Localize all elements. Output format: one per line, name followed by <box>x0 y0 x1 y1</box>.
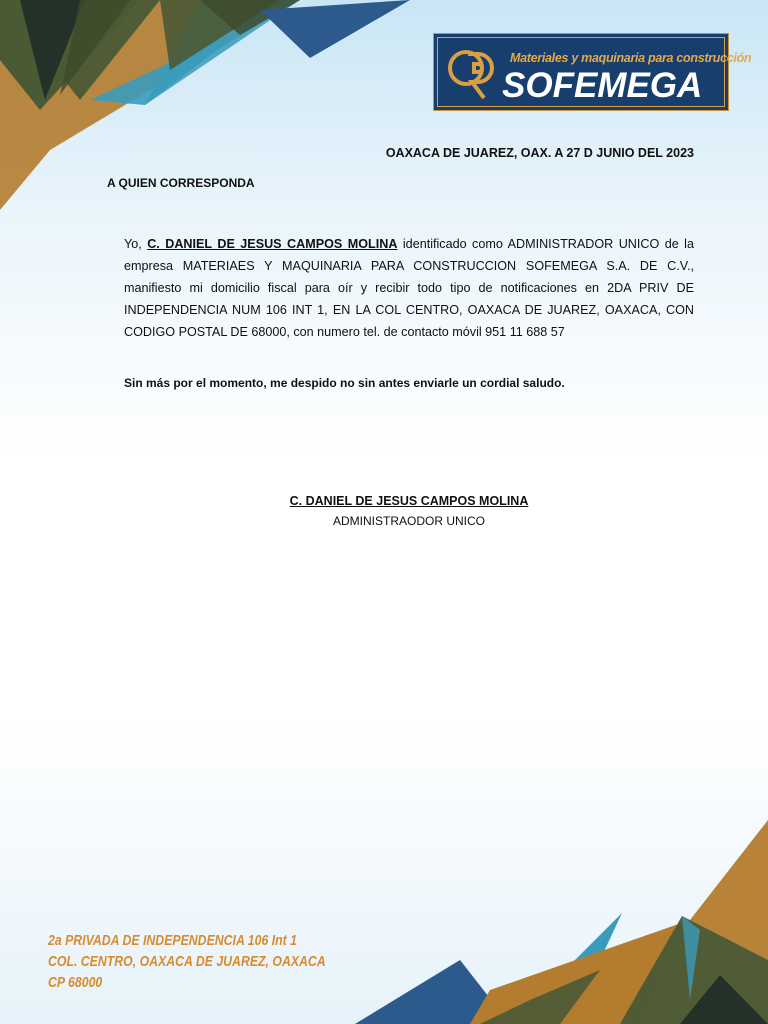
logo-mark-icon <box>444 42 504 104</box>
signature-name: C. DANIEL DE JESUS CAMPOS MOLINA <box>289 494 529 508</box>
logo-name: SOFEMEGA <box>502 66 703 105</box>
body-prefix: Yo, <box>124 237 148 251</box>
body-name: C. DANIEL DE JESUS CAMPOS MOLINA <box>147 237 398 251</box>
greeting: A QUIEN CORRESPONDA <box>107 176 255 190</box>
address-line: 2a PRIVADA DE INDEPENDENCIA 106 Int 1 <box>48 932 298 949</box>
address-line: COL. CENTRO, OAXACA DE JUAREZ, OAXACA <box>48 953 326 970</box>
logo-tagline: Materiales y maquinaria para construcción <box>510 51 752 65</box>
company-logo <box>433 33 752 111</box>
signature-title: ADMINISTRAODOR UNICO <box>332 514 485 528</box>
date-line: OAXACA DE JUAREZ, OAX. A 27 D JUNIO DEL 2023 <box>385 146 694 160</box>
address-line: CP 68000 <box>48 974 103 991</box>
body-text: identificado como ADMINISTRADOR UNICO de la empresa MATERIAES Y MAQUINARIA PARA CONSTRUCCION SOFEMEGA S.A. DE C.V., manifiesto mi domicilio fiscal para oír y recibir todo tipo de notificaciones en 2DA PRIV DE INDEPENDENCIA NUM 106 INT 1, EN LA COL CENTRO, OAXACA DE JUAREZ, OAXACA, CON CODIGO POSTAL DE 68000, con numero tel. de contacto móvil 951 11 688 57 <box>124 237 694 339</box>
footer-address <box>48 930 326 993</box>
letter-body <box>124 233 694 343</box>
closing-line: Sin más por el momento, me despido no sin antes enviarle un cordial saludo. <box>124 376 565 390</box>
